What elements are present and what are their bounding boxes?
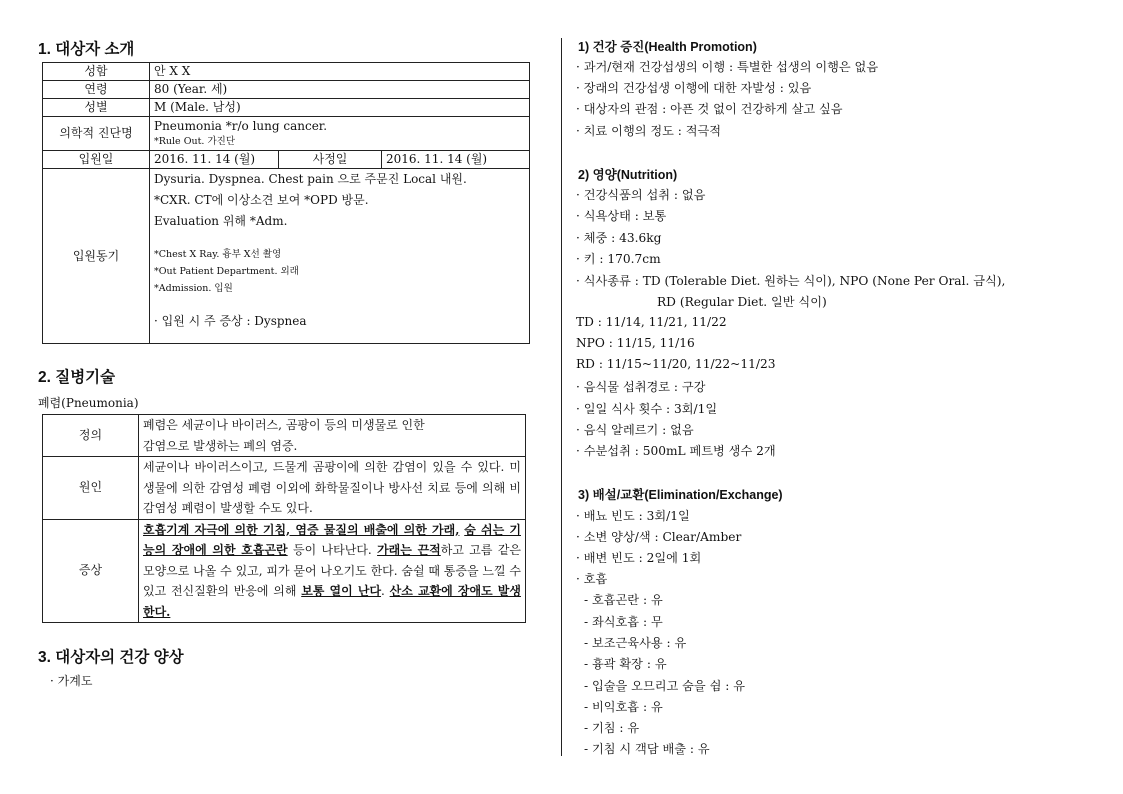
admit-date-value: 2016. 11. 14 (월) [150,151,279,169]
diagnosis-label: 의학적 진단명 [43,117,150,151]
section1-title: 1. 대상자 소개 [38,41,135,58]
definition-cell [139,415,526,457]
nutrition-title: 2) 영양(Nutrition) [578,168,678,182]
elimination-item: · 호흡 [576,572,608,586]
reason-line: Dysuria. Dyspnea. Chest pain 으로 주문진 Local 내원. [154,172,467,186]
symptom-text [139,519,526,623]
nutrition-item: · 식욕상태 : 보통 [576,209,667,223]
disease-table [42,414,526,623]
elimination-title: 3) 배설/교환(Elimination/Exchange) [578,488,783,502]
cause-label: 원인 [43,457,139,520]
age-value: 80 (Year. 세) [150,81,530,99]
health-promotion-title: 1) 건강 증진(Health Promotion) [578,40,757,54]
elimination-subitem: - 호흡곤란 : 유 [584,593,663,607]
diagnosis-cell [150,117,530,151]
disease-name: 폐렴(Pneumonia) [38,396,139,410]
nutrition-item: TD : 11/14, 11/21, 11/22 [576,315,727,329]
elimination-subitem: - 흉곽 확장 : 유 [584,657,667,671]
nutrition-item: · 음식물 섭취경로 : 구강 [576,380,706,394]
health-item: · 과거/현재 건강섭생의 이행 : 특별한 섭생의 이행은 없음 [576,60,879,74]
elimination-subitem: - 보조근육사용 : 유 [584,636,687,650]
sex-label: 성별 [43,99,150,117]
age-label: 연령 [43,81,150,99]
definition-line: 폐렴은 세균이나 바이러스, 곰팡이 등의 미생물로 인한 [143,418,425,432]
health-item: · 대상자의 관점 : 아픈 것 없이 건강하게 살고 싶음 [576,102,843,116]
symptom-plain: 하고 고름 같은 모양으로 나올 수 있고, 피가 묻어 나오기도 한다. 숨쉴 때 통증을 느낄 수 있고 전신질환의 반응에 의해 [143,543,522,598]
nutrition-item: · 체중 : 43.6kg [576,231,662,245]
assess-date-label: 사정일 [279,151,382,169]
nutrition-item: NPO : 11/15, 11/16 [576,336,695,350]
elimination-subitem: - 비익호흡 : 유 [584,700,663,714]
nutrition-item: · 키 : 170.7cm [576,252,661,266]
name-label: 성함 [43,63,150,81]
reason-note: *Admission. 입원 [154,283,233,294]
diagnosis-note: *Rule Out. 가진단 [154,135,235,147]
nutrition-item: · 수분섭취 : 500mL 페트병 생수 2개 [576,444,776,458]
assess-date-value: 2016. 11. 14 (월) [382,151,530,169]
symptom-emphasis: 가래는 끈적 [377,543,441,557]
admit-date-label: 입원일 [43,151,150,169]
elimination-subitem: - 기침 시 객담 배출 : 유 [584,742,710,756]
elimination-item: · 배뇨 빈도 : 3회/1일 [576,509,690,523]
column-divider [561,38,562,756]
section3-title: 3. 대상자의 건강 양상 [38,649,184,666]
nutrition-item: · 음식 알레르기 : 없음 [576,423,694,437]
patient-intro-table [42,62,530,344]
reason-note: *Out Patient Department. 외래 [154,266,299,277]
reason-line: *CXR. CT에 이상소견 보여 *OPD 방문. [154,193,369,207]
nutrition-item: · 일일 식사 횟수 : 3회/1일 [576,402,718,416]
elimination-subitem: - 기침 : 유 [584,721,640,735]
elimination-subitem: - 입술을 오므리고 숨을 쉼 : 유 [584,679,745,693]
symptom-label: 증상 [43,519,139,623]
symptom-emphasis: 보통 열이 난다 [301,584,382,598]
nutrition-item: · 식사종류 : TD (Tolerable Diet. 원하는 식이), NPO (None Per Oral. 금식), [576,274,1006,288]
admission-reason-cell [150,169,530,344]
definition-label: 정의 [43,415,139,457]
nutrition-item: RD (Regular Diet. 일반 식이) [657,295,827,309]
name-value: 안 X X [150,63,530,81]
health-item: · 치료 이행의 정도 : 적극적 [576,124,722,138]
admission-reason-label: 입원동기 [43,169,150,344]
sex-value: M (Male. 남성) [150,99,530,117]
health-item: · 장래의 건강섭생 이행에 대한 자발성 : 있음 [576,81,812,95]
reason-line: Evaluation 위해 *Adm. [154,214,288,228]
elimination-subitem: - 좌식호흡 : 무 [584,615,663,629]
main-symptom: · 입원 시 주 증상 : Dyspnea [154,314,307,328]
symptom-emphasis: 산소 교환에 장애도 발생한다. [143,584,521,619]
cause-text: 세균이나 바이러스이고, 드물게 곰팡이에 의한 감염이 있을 수 있다. 미생물에 의한 감염성 폐렴 이외에 화학물질이나 방사선 치료 등에 의해 비감염성 폐렴이 발생할 수도 있다. [139,457,526,520]
section2-title: 2. 질병기술 [38,369,116,386]
symptom-plain: . [381,584,390,598]
elimination-item: · 소변 양상/색 : Clear/Amber [576,530,742,544]
nutrition-item: · 건강식품의 섭취 : 없음 [576,188,706,202]
diagnosis-value: Pneumonia *r/o lung cancer. [154,118,328,133]
section3-item: · 가계도 [50,674,93,688]
reason-note: *Chest X Ray. 흉부 X선 촬영 [154,249,282,260]
definition-line: 감염으로 발생하는 폐의 염증. [143,438,298,453]
symptom-emphasis: 호흡기계 자극에 의한 기침, 염증 물질의 배출에 의한 가래, [143,522,460,537]
symptom-emphasis: 숨 쉬는 기능의 장애에 의한 호흡곤란 [143,522,521,557]
elimination-item: · 배변 빈도 : 2일에 1회 [576,551,702,565]
symptom-plain: 등이 나타난다. [287,543,378,557]
nutrition-item: RD : 11/15~11/20, 11/22~11/23 [576,357,776,371]
